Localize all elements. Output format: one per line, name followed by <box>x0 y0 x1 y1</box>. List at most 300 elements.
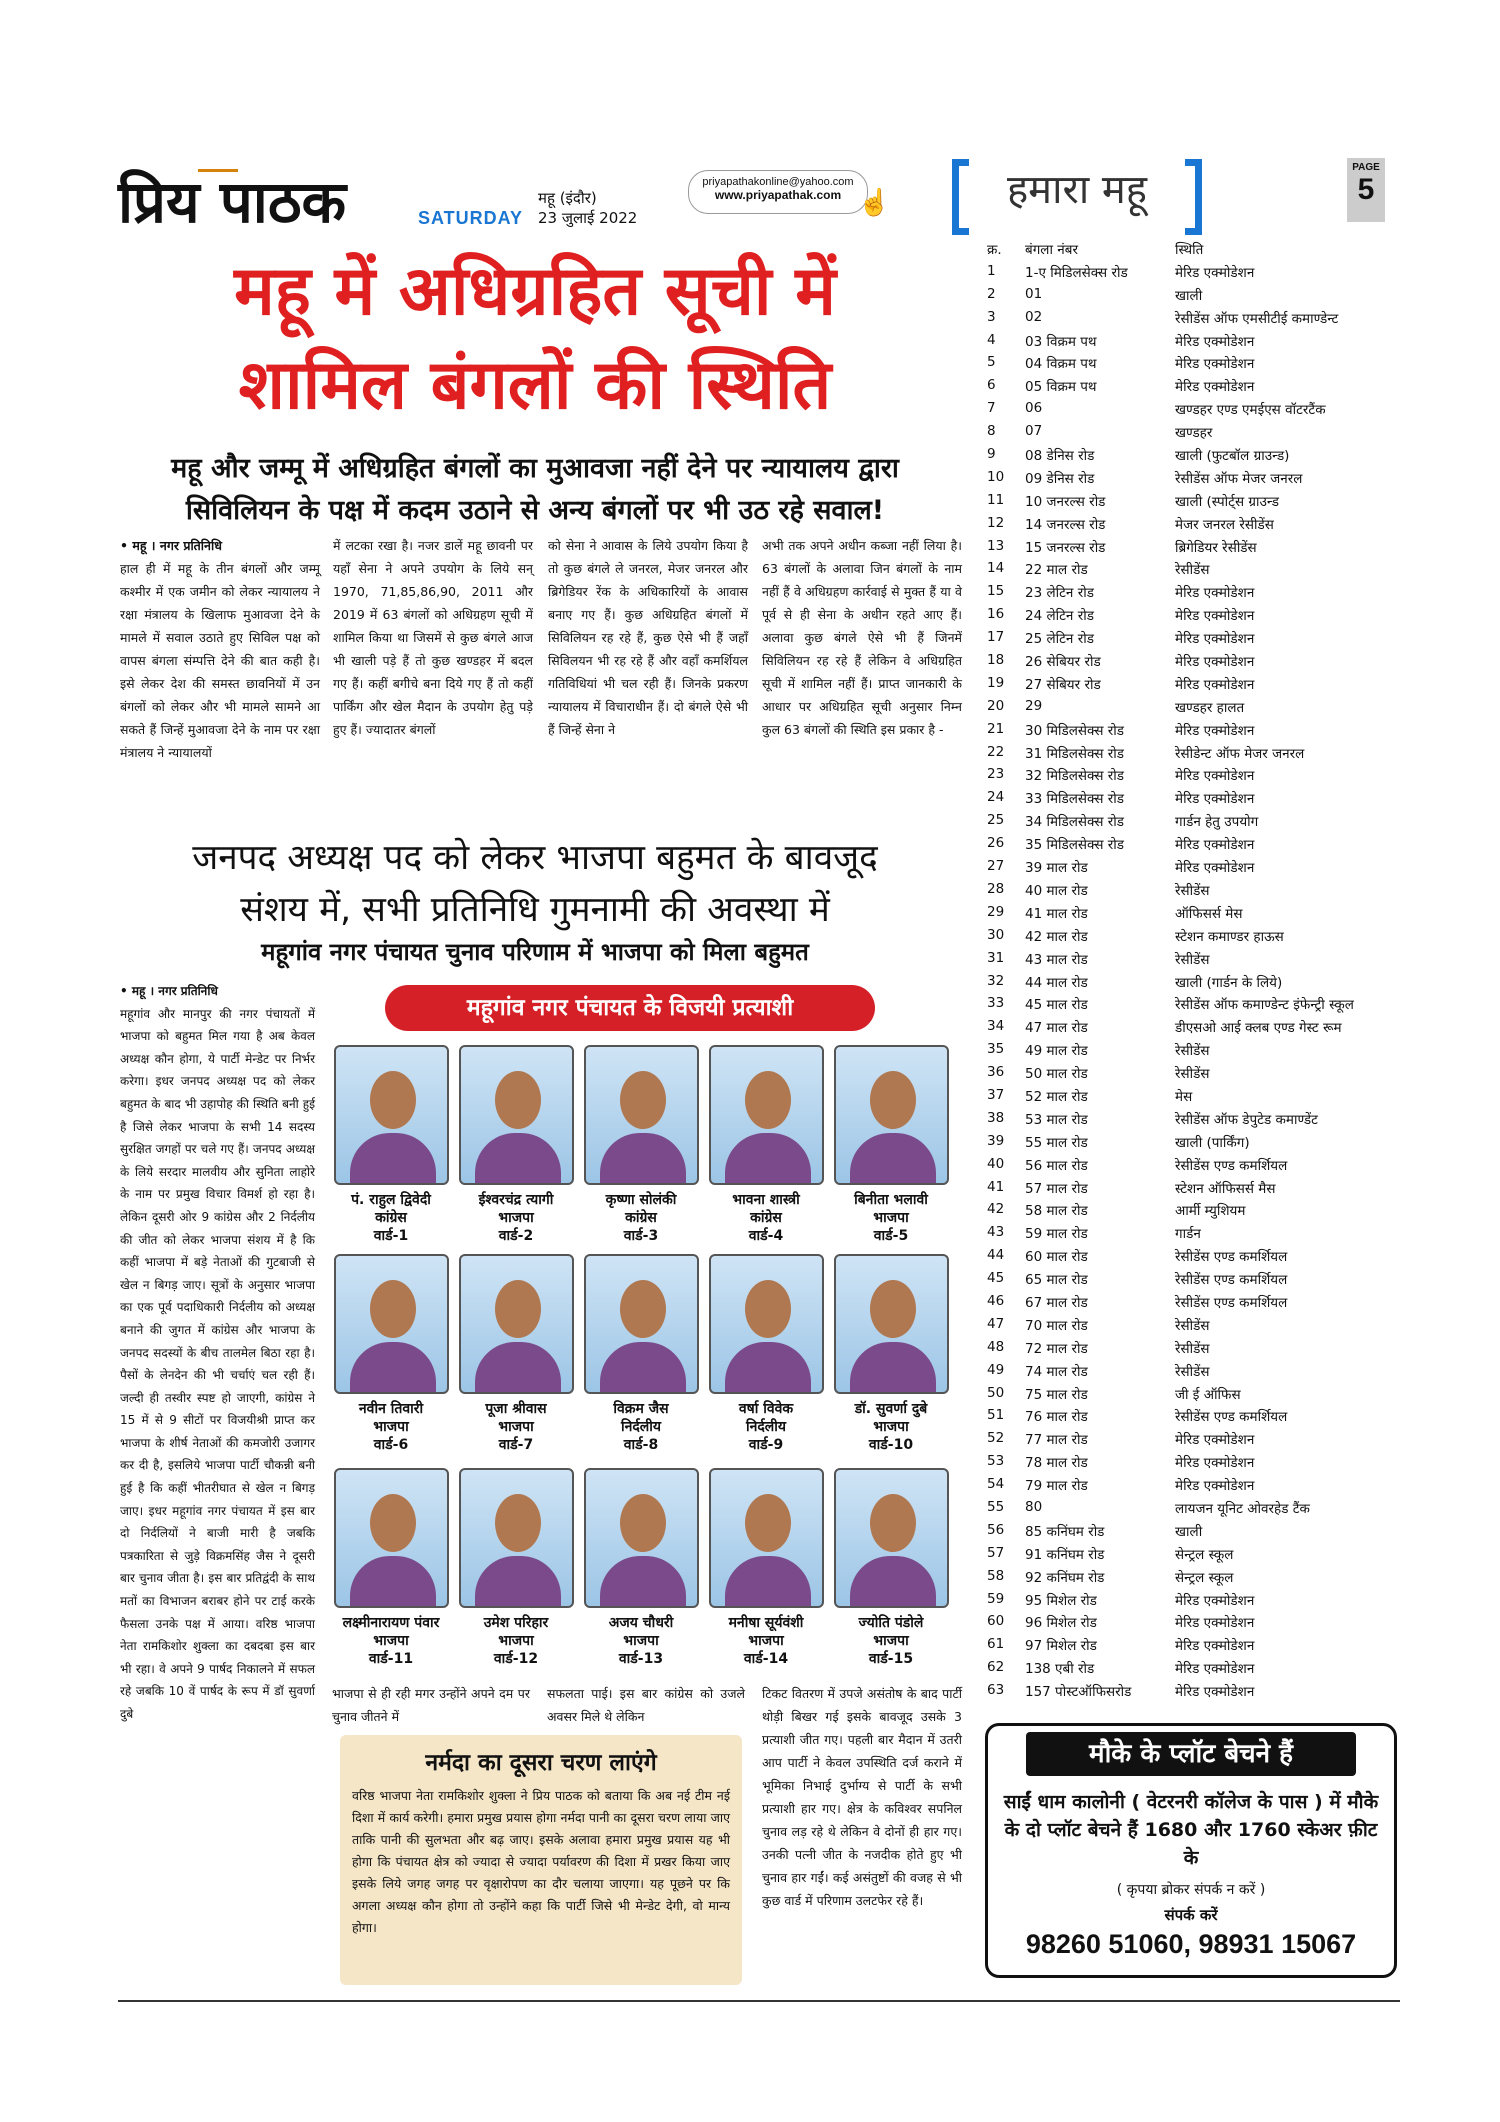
cell-serial: 59 <box>987 1590 1005 1607</box>
cell-serial: 57 <box>987 1544 1005 1561</box>
cell-bungalow: 05 विक्रम पथ <box>1025 379 1097 396</box>
cell-status: मेरिड एक्मोडेशन <box>1175 1592 1255 1609</box>
story2-column-4: टिकट वितरण में उपजे असंतोष के बाद पार्टी थोड़ी बिखर गई इसके बावजूद उसके 3 प्रत्याशी जीत गए। पहली बार मैदान में उतरी आप पार्टी ने केवल उपस्थिति दर्ज कराने में भूमिका निभाई दुर्भाग्य से पार्टी के सभी प्रत्याशी हार गए। क्षेत्र के कविश्वर सपनिल चुनाव लड़ रहे थे लेकिन वे दोनों ही हार गए। उनकी पत्नी जीत के नजदीक होते हुए भी चुनाव हार गईं। कई असंतुष्टों की वजह से भी कुछ वार्ड में परिणाम उलटफेर रहे हैं। <box>762 1686 962 1908</box>
cell-status: रेसीडेंस <box>1175 1317 1210 1334</box>
cell-status: रेसीडेंस <box>1175 1363 1210 1380</box>
cell-bungalow: 27 सेबियर रोड <box>1025 676 1101 693</box>
candidate-name: ज्योति पंडोले <box>858 1615 924 1631</box>
cell-status: मेरिड एक्मोडेशन <box>1175 1615 1255 1632</box>
cell-status: रेसीडेंस <box>1175 951 1210 968</box>
cell-status: रेसीडेंस <box>1175 1340 1210 1357</box>
candidate-card <box>705 1254 827 1454</box>
table-row <box>987 812 1397 835</box>
table-row <box>987 1385 1397 1408</box>
cell-status: रेसीडेंस <box>1175 882 1210 899</box>
candidate-photo <box>334 1254 449 1394</box>
cell-bungalow: 24 लेटिन रोड <box>1025 608 1094 625</box>
table-row <box>987 1362 1397 1385</box>
candidate-ward: वार्ड-9 <box>748 1437 784 1453</box>
page-number: 5 <box>1357 173 1375 206</box>
cell-bungalow: 31 मिडिलसेक्स रोड <box>1025 745 1124 762</box>
cell-serial: 35 <box>987 1041 1005 1058</box>
candidate-card <box>330 1045 452 1245</box>
cell-bungalow: 80 <box>1025 1498 1043 1515</box>
candidate-photo <box>834 1045 949 1185</box>
cell-serial: 62 <box>987 1659 1005 1676</box>
candidate-ward: वार्ड-2 <box>498 1228 534 1244</box>
contact-badge[interactable] <box>688 170 868 214</box>
cell-bungalow: 32 मिडिलसेक्स रोड <box>1025 768 1124 785</box>
table-row <box>987 1293 1397 1316</box>
cell-status: रेसीडेंस <box>1175 1043 1210 1060</box>
cell-serial: 60 <box>987 1613 1005 1630</box>
cell-bungalow: 09 डेनिस रोड <box>1025 470 1095 487</box>
cell-bungalow: 58 माल रोड <box>1025 1203 1088 1220</box>
cell-status: लायजन यूनिट ओवरहेड टैंक <box>1175 1500 1310 1517</box>
table-row <box>987 675 1397 698</box>
table-row <box>987 1018 1397 1041</box>
cell-bungalow: 67 माल रोड <box>1025 1294 1088 1311</box>
subheadline: महू और जम्मू में अधिग्रहित बंगलों का मुआवजा नहीं देने पर न्यायालय द्वारा सिविलियन के पक्ष में कदम उठाने से अन्य बंगलों पर भी उठ रहे सवाल! <box>171 453 899 526</box>
table-row <box>987 1568 1397 1591</box>
candidates-banner: महूगांव नगर पंचायत के विजयी प्रत्याशी <box>385 985 875 1031</box>
cell-bungalow: 59 माल रोड <box>1025 1226 1088 1243</box>
candidate-ward: वार्ड-12 <box>493 1651 539 1667</box>
candidate-party: भाजपा <box>623 1633 659 1649</box>
cell-status: खण्डहर <box>1175 425 1213 442</box>
candidate-ward: वार्ड-1 <box>373 1228 409 1244</box>
table-row <box>987 1133 1397 1156</box>
candidate-name: पूजा श्रीवास <box>485 1401 547 1417</box>
cell-serial: 15 <box>987 583 1005 600</box>
section-title: हमारा महू <box>952 155 1202 227</box>
cell-serial: 8 <box>987 423 996 440</box>
cell-bungalow: 08 डेनिस रोड <box>1025 448 1095 465</box>
candidate-party: भाजपा <box>373 1633 409 1649</box>
table-row <box>987 1224 1397 1247</box>
table-row <box>987 995 1397 1018</box>
candidate-party: भाजपा <box>498 1633 534 1649</box>
cell-serial: 17 <box>987 629 1005 646</box>
cell-status: ऑफिसर्स मेस <box>1175 905 1243 922</box>
cell-bungalow: 35 मिडिलसेक्स रोड <box>1025 837 1124 854</box>
cell-bungalow: 91 कनिंघम रोड <box>1025 1546 1105 1563</box>
cell-status: सेन्ट्रल स्कूल <box>1175 1546 1234 1563</box>
cell-serial: 19 <box>987 674 1005 691</box>
cell-bungalow: 92 कनिंघम रोड <box>1025 1569 1105 1586</box>
candidate-party: भाजपा <box>748 1633 784 1649</box>
cell-serial: 13 <box>987 537 1005 554</box>
cell-status: रेसीडेंस एण्ड कमर्शियल <box>1175 1409 1288 1426</box>
table-row <box>987 332 1397 355</box>
cell-bungalow: 95 मिशेल रोड <box>1025 1592 1097 1609</box>
cell-bungalow: 52 माल रोड <box>1025 1088 1088 1105</box>
cell-status: मेरिड एक्मोडेशन <box>1175 333 1255 350</box>
table-row <box>987 309 1397 332</box>
cell-status: स्टेशन कमाण्डर हाऊस <box>1175 928 1284 945</box>
cell-bungalow: 53 माल रोड <box>1025 1111 1088 1128</box>
candidate-party: निर्दलीय <box>620 1419 662 1435</box>
cell-bungalow: 30 मिडिलसेक्स रोड <box>1025 722 1124 739</box>
candidate-party: निर्दलीय <box>745 1419 787 1435</box>
cell-bungalow: 55 माल रोड <box>1025 1134 1088 1151</box>
candidate-card <box>580 1254 702 1454</box>
cell-bungalow: 22 माल रोड <box>1025 562 1088 579</box>
table-row <box>987 1522 1397 1545</box>
table-row <box>987 698 1397 721</box>
candidate-card <box>705 1468 827 1668</box>
candidate-card <box>705 1045 827 1245</box>
cell-status: खाली (पार्किंग) <box>1175 1134 1250 1151</box>
candidate-name: कृष्णा सोलंकी <box>605 1192 677 1208</box>
table-row <box>987 1591 1397 1614</box>
cell-status: मेरिड एक्मोडेशन <box>1175 1478 1255 1495</box>
cell-bungalow: 56 माल रोड <box>1025 1157 1088 1174</box>
table-row <box>987 973 1397 996</box>
cell-serial: 63 <box>987 1682 1005 1699</box>
table-row <box>987 1041 1397 1064</box>
cell-serial: 51 <box>987 1407 1005 1424</box>
main-headline <box>120 245 950 433</box>
cell-serial: 61 <box>987 1636 1005 1653</box>
table-row <box>987 1270 1397 1293</box>
cell-serial: 2 <box>987 285 996 302</box>
story1-byline: • महू । नगर प्रतिनिधि <box>120 538 222 553</box>
headline-line-2: शामिल बंगलों की स्थिति <box>238 346 832 425</box>
candidate-card <box>330 1468 452 1668</box>
cell-bungalow: 03 विक्रम पथ <box>1025 333 1097 350</box>
candidate-party: भाजपा <box>373 1419 409 1435</box>
cell-status: मेरिड एक्मोडेशन <box>1175 1432 1255 1449</box>
cell-status: रेसीडेंस एण्ड कमर्शियल <box>1175 1249 1288 1266</box>
candidate-party: भाजपा <box>873 1210 909 1226</box>
cell-serial: 4 <box>987 331 996 348</box>
table-body <box>987 263 1397 1705</box>
classified-ad <box>985 1723 1397 1978</box>
ad-phone-numbers[interactable]: 98260 51060, 98931 15067 <box>1025 1929 1357 1959</box>
cell-status: मेरिड एक्मोडेशन <box>1175 608 1255 625</box>
candidate-name: पं. राहुल द्विवेदी <box>351 1192 431 1208</box>
candidate-photo <box>709 1254 824 1394</box>
cell-serial: 54 <box>987 1476 1005 1493</box>
headline-2 <box>120 832 950 936</box>
candidate-ward: वार्ड-10 <box>868 1437 914 1453</box>
candidate-photo <box>584 1045 699 1185</box>
cell-bungalow: 74 माल रोड <box>1025 1363 1088 1380</box>
cell-serial: 37 <box>987 1086 1005 1103</box>
candidate-name: भावना शास्त्री <box>732 1192 800 1208</box>
cell-serial: 31 <box>987 949 1005 966</box>
cell-status: स्टेशन ऑफिसर्स मैस <box>1175 1180 1276 1197</box>
cell-status: आर्मी म्युशियम <box>1175 1203 1246 1220</box>
table-row <box>987 1476 1397 1499</box>
cell-bungalow: 02 <box>1025 308 1043 325</box>
cell-bungalow: 15 जनरल्स रोड <box>1025 539 1106 556</box>
table-row <box>987 538 1397 561</box>
table-row <box>987 927 1397 950</box>
cell-bungalow: 57 माल रोड <box>1025 1180 1088 1197</box>
email-text: priyapathakonline@yahoo.com <box>702 176 854 188</box>
table-row <box>987 1156 1397 1179</box>
cell-serial: 45 <box>987 1270 1005 1287</box>
logo-temple-icon <box>198 150 238 172</box>
table-row <box>987 606 1397 629</box>
table-row <box>987 263 1397 286</box>
candidate-party: भाजपा <box>498 1210 534 1226</box>
table-row <box>987 721 1397 744</box>
candidate-party: भाजपा <box>873 1633 909 1649</box>
cell-serial: 6 <box>987 377 996 394</box>
cell-status: रेसीडेंस <box>1175 562 1210 579</box>
cell-bungalow: 39 माल रोड <box>1025 860 1088 877</box>
day-label: SATURDAY <box>418 208 524 228</box>
candidate-photo <box>459 1045 574 1185</box>
cell-serial: 49 <box>987 1361 1005 1378</box>
ad-body: साईं धाम कालोनी ( वेटरनरी कॉलेज के पास ) में मौके के दो प्लॉट बेचने हैं 1680 और 1760 स्केअर फ़ीट के <box>1003 1791 1379 1869</box>
newspaper-logo: प्रिय पाठक <box>118 168 347 236</box>
cell-bungalow: 42 माल रोड <box>1025 928 1088 945</box>
cell-status: मेरिड एक्मोडेशन <box>1175 585 1255 602</box>
cell-status: मेरिड एक्मोडेशन <box>1175 379 1255 396</box>
cell-bungalow: 70 माल रोड <box>1025 1317 1088 1334</box>
cell-bungalow: 23 लेटिन रोड <box>1025 585 1094 602</box>
cell-serial: 27 <box>987 858 1005 875</box>
table-row <box>987 492 1397 515</box>
cell-bungalow: 10 जनरल्स रोड <box>1025 493 1106 510</box>
website-link[interactable]: www.priyapathak.com <box>714 188 842 202</box>
cell-serial: 41 <box>987 1178 1005 1195</box>
cell-status: मेजर जनरल रेसीडेंस <box>1175 516 1274 533</box>
cell-bungalow: 77 माल रोड <box>1025 1432 1088 1449</box>
cell-status: ब्रिगेडियर रेसीडेंस <box>1175 539 1257 556</box>
cell-status: रेसीडेंस ऑफ एमसीटीई कमाण्डेन्ट <box>1175 310 1339 327</box>
cell-status: मेरिड एक्मोडेशन <box>1175 860 1255 877</box>
bungalow-table <box>987 240 1397 1705</box>
cell-serial: 22 <box>987 743 1005 760</box>
cell-serial: 53 <box>987 1453 1005 1470</box>
candidate-ward: वार्ड-11 <box>368 1651 414 1667</box>
candidate-name: मनीषा सूर्यवंशी <box>728 1615 804 1631</box>
candidate-ward: वार्ड-15 <box>868 1651 914 1667</box>
table-row <box>987 1201 1397 1224</box>
cell-bungalow: 138 एबी रोड <box>1025 1661 1095 1678</box>
table-row <box>987 1659 1397 1682</box>
cell-status: डीएसओ आई क्लब एण्ड गेस्ट रूम <box>1175 1020 1342 1037</box>
story2-column-2: भाजपा से ही रही मगर उन्होंने अपने दम पर चुनाव जीतने में <box>332 1686 530 1724</box>
table-row <box>987 904 1397 927</box>
cell-serial: 40 <box>987 1155 1005 1172</box>
cell-status: मेरिड एक्मोडेशन <box>1175 631 1255 648</box>
page-label-text: PAGE <box>1352 162 1380 173</box>
cell-serial: 20 <box>987 697 1005 714</box>
table-header <box>987 240 1397 263</box>
cell-status: मेरिड एक्मोडेशन <box>1175 837 1255 854</box>
cell-serial: 55 <box>987 1498 1005 1515</box>
cell-serial: 46 <box>987 1292 1005 1309</box>
cell-serial: 12 <box>987 514 1005 531</box>
cell-status: खाली (फुटबॉल ग्राउन्ड) <box>1175 448 1290 465</box>
candidate-card <box>830 1254 952 1454</box>
cell-status: रेसीडेंस <box>1175 1066 1210 1083</box>
candidate-photo <box>584 1468 699 1608</box>
cell-status: मेस <box>1175 1088 1193 1105</box>
table-row <box>987 1339 1397 1362</box>
cell-status: खाली <box>1175 287 1203 304</box>
cell-serial: 3 <box>987 308 996 325</box>
table-row <box>987 1636 1397 1659</box>
candidate-photo <box>459 1468 574 1608</box>
story2-byline: • महू । नगर प्रतिनिधि <box>120 984 218 998</box>
table-row <box>987 766 1397 789</box>
cell-serial: 26 <box>987 835 1005 852</box>
table-row <box>987 515 1397 538</box>
table-row <box>987 835 1397 858</box>
cell-serial: 36 <box>987 1064 1005 1081</box>
candidate-ward: वार्ड-5 <box>873 1228 909 1244</box>
header-serial: क्र. <box>987 242 1002 258</box>
cell-serial: 39 <box>987 1132 1005 1149</box>
table-row <box>987 629 1397 652</box>
sidebar-box-title: नर्मदा का दूसरा चरण लाएंगे <box>425 1750 657 1776</box>
cell-bungalow: 26 सेबियर रोड <box>1025 654 1101 671</box>
cell-status: मेरिड एक्मोडेशन <box>1175 1661 1255 1678</box>
cell-bungalow: 96 मिशेल रोड <box>1025 1615 1097 1632</box>
cell-serial: 24 <box>987 789 1005 806</box>
candidate-card <box>830 1468 952 1668</box>
table-row <box>987 1545 1397 1568</box>
story1-column-4: अभी तक अपने अधीन कब्जा नहीं लिया है। 63 बंगलों के अलावा जिन बंगलों के नाम नहीं हैं वे अधिग्रहण कार्रवाई से मुक्त हैं या वे पूर्व से ही सेना के अधीन रहते आए हैं। अलावा कुछ बंगले ऐसे भी हैं जिनमें सिविलियन रह रहे हैं लेकिन वे अधिग्रहित सूची में शामिल नहीं हैं। प्राप्त जानकारी के आधार पर अधिग्रहित सूची अनुसार निम्न कुल 63 बंगलों की स्थिति इस प्रकार है - <box>762 538 962 737</box>
table-row <box>987 652 1397 675</box>
candidate-ward: वार्ड-14 <box>743 1651 789 1667</box>
sidebar-box <box>340 1735 742 1985</box>
candidate-ward: वार्ड-3 <box>623 1228 659 1244</box>
cell-status: खण्डहर एण्ड एमईएस वॉटरटैंक <box>1175 402 1326 419</box>
candidate-photo <box>709 1468 824 1608</box>
cell-bungalow: 07 <box>1025 423 1043 440</box>
ad-title: मौके के प्लॉट बेचने हैं <box>1026 1732 1356 1776</box>
table-row <box>987 1613 1397 1636</box>
candidate-name: अजय चौधरी <box>608 1615 674 1631</box>
table-row <box>987 286 1397 309</box>
table-row <box>987 1430 1397 1453</box>
table-row <box>987 1087 1397 1110</box>
candidate-card <box>455 1045 577 1245</box>
candidate-name: उमेश परिहार <box>483 1615 549 1631</box>
candidate-name: नवीन तिवारी <box>358 1401 424 1417</box>
page-number-badge <box>1347 158 1385 222</box>
table-row <box>987 469 1397 492</box>
cell-bungalow: 50 माल रोड <box>1025 1066 1088 1083</box>
cell-status: रेसीडेन्ट ऑफ मेजर जनरल <box>1175 745 1305 762</box>
cell-bungalow: 45 माल रोड <box>1025 997 1088 1014</box>
cell-bungalow: 47 माल रोड <box>1025 1020 1088 1037</box>
cell-status: रेसीडेंस ऑफ कमाण्डेन्ट इंफेन्ट्री स्कूल <box>1175 997 1354 1014</box>
cell-status: गार्डन हेतु उपयोग <box>1175 814 1259 831</box>
cell-serial: 52 <box>987 1430 1005 1447</box>
cell-status: मेरिड एक्मोडेशन <box>1175 791 1255 808</box>
headline-2-line-2: संशय में, सभी प्रतिनिधि गुमनामी की अवस्था में <box>240 890 830 930</box>
cell-serial: 30 <box>987 926 1005 943</box>
table-row <box>987 354 1397 377</box>
table-row <box>987 881 1397 904</box>
cell-bungalow: 85 कनिंघम रोड <box>1025 1523 1105 1540</box>
cell-serial: 10 <box>987 468 1005 485</box>
candidate-party: कांग्रेस <box>625 1210 657 1226</box>
table-row <box>987 1179 1397 1202</box>
cell-bungalow: 25 लेटिन रोड <box>1025 631 1094 648</box>
candidate-ward: वार्ड-6 <box>373 1437 409 1453</box>
candidate-photo <box>834 1468 949 1608</box>
cell-serial: 44 <box>987 1247 1005 1264</box>
cell-status: मेरिड एक्मोडेशन <box>1175 676 1255 693</box>
candidate-name: वर्षा विवेक <box>738 1401 794 1417</box>
story1-column-3: को सेना ने आवास के लिये उपयोग किया है तो कुछ बंगले ले जनरल, मेजर जनरल और ब्रिगेडियर रेंक के अधिकारियों के आवास बनाए गए हैं। कुछ अधिग्रहित बंगलों में सिविलियन रह रहे हैं, कुछ ऐसे भी हैं जहाँ सिविलयन भी रह रहे हैं और वहाँ कमर्शियल गतिविधियां भी चल रही हैं। जिनके प्रकरण न्यायालय में विचाराधीन हैं। दो बंगले ऐसे भी हैं जिन्हें सेना ने <box>548 538 748 737</box>
headline-2-line-1: जनपद अध्यक्ष पद को लेकर भाजपा बहुमत के बावजूद <box>192 838 878 878</box>
bottom-rule <box>118 2000 1400 2002</box>
cell-status: जी ई ऑफिस <box>1175 1386 1241 1403</box>
cell-bungalow: 43 माल रोड <box>1025 951 1088 968</box>
cell-status: मेरिड एक्मोडेशन <box>1175 356 1255 373</box>
candidate-card <box>455 1254 577 1454</box>
candidate-name: डॉ. सुवर्णा दुबे <box>854 1401 928 1417</box>
table-row <box>987 1247 1397 1270</box>
cell-bungalow: 49 माल रोड <box>1025 1043 1088 1060</box>
story2-column-3: सफलता पाई। इस बार कांग्रेस को उजले अवसर मिले थे लेकिन <box>547 1686 745 1724</box>
cell-serial: 33 <box>987 995 1005 1012</box>
candidate-name: विक्रम जैस <box>613 1401 669 1417</box>
cell-bungalow: 78 माल रोड <box>1025 1455 1088 1472</box>
candidate-card <box>455 1468 577 1668</box>
table-row <box>987 560 1397 583</box>
cell-status: सेन्ट्रल स्कूल <box>1175 1569 1234 1586</box>
candidate-card <box>580 1468 702 1668</box>
candidate-party: कांग्रेस <box>375 1210 407 1226</box>
table-row <box>987 1682 1397 1705</box>
cell-serial: 34 <box>987 1018 1005 1035</box>
cell-bungalow: 60 माल रोड <box>1025 1249 1088 1266</box>
cell-bungalow: 29 <box>1025 697 1043 714</box>
cell-bungalow: 33 मिडिलसेक्स रोड <box>1025 791 1124 808</box>
table-row <box>987 789 1397 812</box>
cell-serial: 23 <box>987 766 1005 783</box>
cell-serial: 58 <box>987 1567 1005 1584</box>
candidate-ward: वार्ड-8 <box>623 1437 659 1453</box>
candidate-ward: वार्ड-7 <box>498 1437 534 1453</box>
masthead <box>118 150 938 236</box>
cell-status: खाली (गार्डन के लिये) <box>1175 974 1283 991</box>
cell-bungalow: 06 <box>1025 400 1043 417</box>
cell-status: मेरिड एक्मोडेशन <box>1175 1638 1255 1655</box>
candidate-card <box>580 1045 702 1245</box>
ad-contact-label: संपर्क करें <box>1164 1906 1218 1924</box>
headline-3: महूगांव नगर पंचायत चुनाव परिणाम में भाजपा को मिला बहुमत <box>261 938 809 966</box>
cell-status: मेरिड एक्मोडेशन <box>1175 722 1255 739</box>
cell-bungalow: 40 माल रोड <box>1025 882 1088 899</box>
cell-bungalow: 41 माल रोड <box>1025 905 1088 922</box>
table-row <box>987 1453 1397 1476</box>
cell-bungalow: 72 माल रोड <box>1025 1340 1088 1357</box>
sidebar-box-text: वरिष्ठ भाजपा नेता रामकिशोर शुक्ला ने प्रिय पाठक को बताया कि अब नई टीम नई दिशा में कार्य करेगी। हमारा प्रमुख प्रयास होगा नर्मदा पानी का दूसरा चरण लाया जाए ताकि पानी की सुलभता और बढ़ जाए। इसके अलावा हमारा प्रमुख प्रयास यह भी होगा कि पंचायत क्षेत्र को ज्यादा से ज्यादा पर्यावरण की दिशा में प्रखर किया जाए इसके लिये जगह जगह पर वृक्षारोपण का दौर चलाया जाएगा। यह पूछने पर कि अगला अध्यक्ष कौन होगा तो उन्होंने कहा कि पार्टी जिसे भी मेन्डेट देगी, वो मान्य होगा। <box>352 1788 730 1935</box>
cell-serial: 9 <box>987 446 996 463</box>
candidate-party: कांग्रेस <box>750 1210 782 1226</box>
cell-serial: 25 <box>987 812 1005 829</box>
cell-bungalow: 97 मिशेल रोड <box>1025 1638 1097 1655</box>
headline-line-1: महू में अधिग्रहित सूची में <box>234 252 836 331</box>
cell-bungalow: 44 माल रोड <box>1025 974 1088 991</box>
pointer-hand-icon: ☝ <box>858 188 891 218</box>
table-row <box>987 1499 1397 1522</box>
cell-serial: 1 <box>987 262 996 279</box>
